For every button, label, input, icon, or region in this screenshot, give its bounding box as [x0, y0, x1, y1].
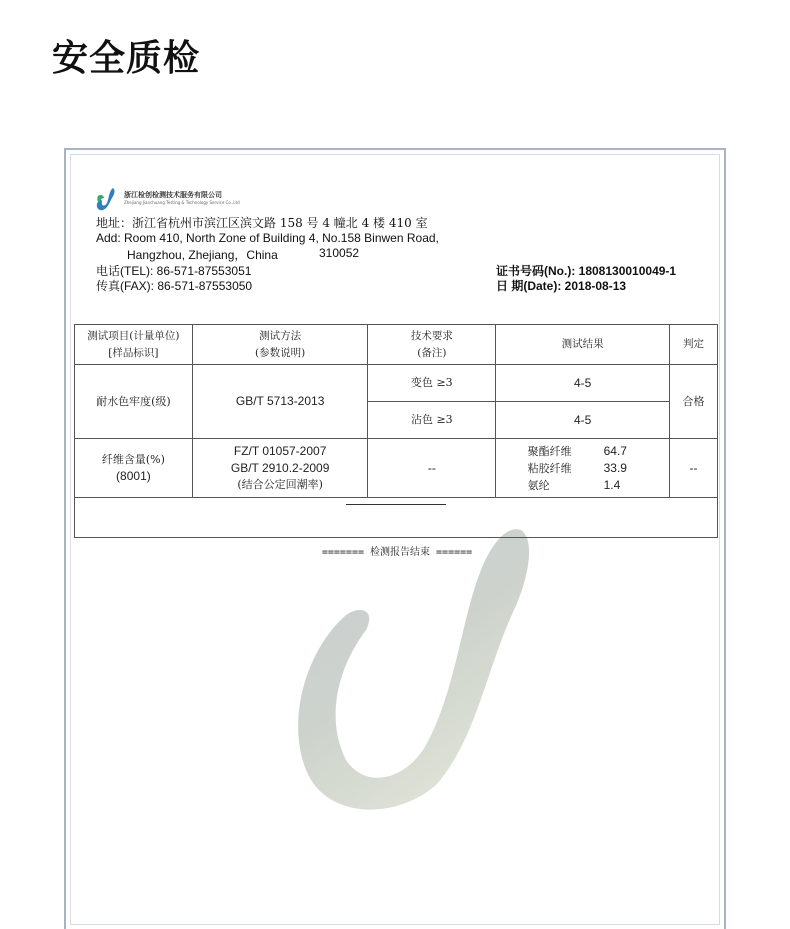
colorfastness-item: 耐水色牢度(级) [75, 365, 193, 439]
company-name-en: Zhejiang Jianchuang Testing & Technology Service Co.,Ltd [124, 200, 240, 205]
table-header-row [75, 325, 718, 365]
header-test-item: 测试项目(计量单位) [样品标识] [75, 325, 193, 365]
fiber-requirement: -- [368, 439, 496, 498]
postcode: 310052 [319, 246, 360, 260]
blank-line [346, 504, 446, 505]
fiber-item: 纤维含量(%) (8001) [75, 439, 193, 498]
header-judgement: 判定 [670, 325, 718, 365]
telephone: 电话(TEL): 86-571-87553051 [96, 264, 252, 278]
colorfastness-result-change: 4-5 [496, 365, 670, 402]
header-result: 测试结果 [496, 325, 670, 365]
table-blank-row [75, 498, 718, 538]
colorfastness-result-stain: 4-5 [496, 402, 670, 439]
fax: 传真(FAX): 86-571-87553050 [96, 279, 253, 293]
watermark-logo-icon [266, 520, 546, 820]
page-title: 安全质检 [52, 38, 201, 79]
report-end-note: ======= 检测报告结束 ====== [321, 547, 473, 558]
list-item: 氨纶 1.4 [527, 477, 621, 492]
report-date: 日 期(Date): 2018-08-13 [496, 279, 627, 293]
header-test-method: 测试方法 (参数说明) [192, 325, 368, 365]
list-item: 聚酯纤维 64.7 [527, 443, 627, 458]
list-item: 粘胶纤维 33.9 [527, 460, 627, 475]
header-requirement: 技术要求 (备注) [368, 325, 496, 365]
colorfastness-method: GB/T 5713-2013 [192, 365, 368, 439]
address-en-line1: Add: Room 410, North Zone of Building 4, No.158 Binwen Road, [96, 231, 439, 245]
address-en-line2: Hangzhou, Zhejiang，China [127, 248, 278, 262]
table-row [75, 439, 718, 498]
table-row [75, 365, 718, 402]
company-name-cn: 浙江检创检测技术服务有限公司 [124, 191, 222, 199]
results-table [74, 324, 718, 538]
certificate-number: 证书号码(No.): 1808130010049-1 [496, 264, 677, 278]
colorfastness-req-stain: 沾色 ≥3 [368, 402, 496, 439]
fiber-results [496, 439, 670, 498]
test-report [64, 148, 726, 929]
address-cn: 地址：浙江省杭州市滨江区滨文路 158 号 4 幢北 4 楼 410 室 [96, 216, 428, 230]
colorfastness-req-change: 变色 ≥3 [368, 365, 496, 402]
company-logo-icon [94, 186, 120, 212]
colorfastness-judgement: 合格 [670, 365, 718, 439]
fiber-method: FZ/T 01057-2007 GB/T 2910.2-2009 (结合公定回潮率) [192, 439, 368, 498]
fiber-judgement: -- [670, 439, 718, 498]
